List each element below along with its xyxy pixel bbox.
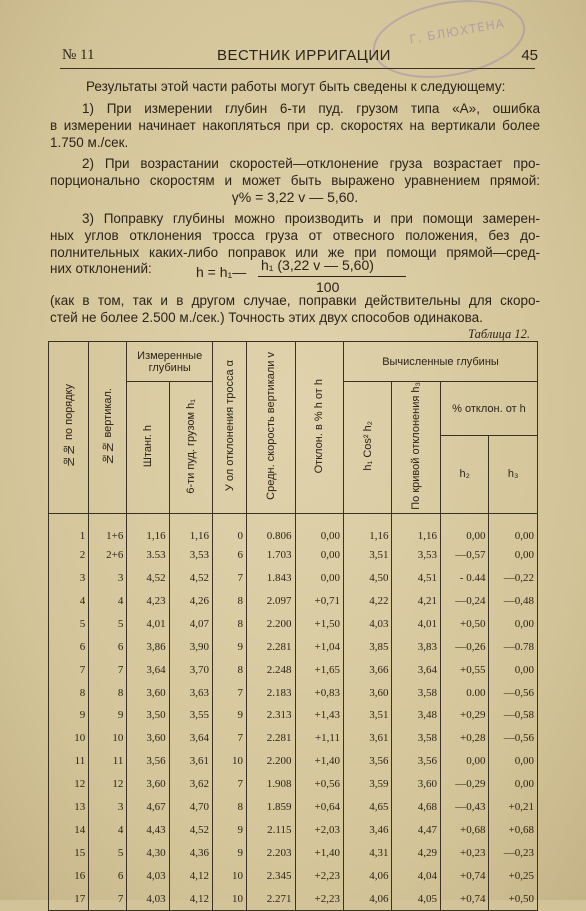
table-cell: +2,23 xyxy=(295,887,343,910)
table-cell: 7 xyxy=(89,887,127,910)
table-cell: 4,01 xyxy=(392,612,440,635)
table-cell: 4,12 xyxy=(169,864,212,887)
table-row xyxy=(49,864,538,887)
table-cell: —0,48 xyxy=(489,590,538,613)
table-cell: —0,23 xyxy=(489,841,538,864)
table-cell: 13 xyxy=(49,796,89,819)
table-cell: 1,16 xyxy=(127,513,169,544)
table-cell: +1,11 xyxy=(295,727,343,750)
table-row xyxy=(49,704,538,727)
col-header-velocity: Средн. скорость вертикали v xyxy=(247,342,295,514)
table-cell: +0,64 xyxy=(295,796,343,819)
table-cell: 4,52 xyxy=(127,567,169,590)
table-cell: 15 xyxy=(49,841,89,864)
col-header-order: №№ по порядку xyxy=(49,342,89,514)
table-cell: 6 xyxy=(89,635,127,658)
table-cell: 1 xyxy=(49,513,89,544)
table-row xyxy=(49,612,538,635)
table-row xyxy=(49,796,538,819)
table-cell: 0,00 xyxy=(440,750,488,773)
table-cell: +0,50 xyxy=(440,612,488,635)
table-cell: 0,00 xyxy=(295,544,343,567)
table-cell: —0,24 xyxy=(440,590,488,613)
table-row xyxy=(49,681,538,704)
table-cell: 12 xyxy=(89,773,127,796)
table-cell: 3 xyxy=(89,567,127,590)
table-row xyxy=(49,887,538,910)
table-cell: 17 xyxy=(49,887,89,910)
table-cell: —0,57 xyxy=(440,544,488,567)
table-cell: 2.271 xyxy=(247,887,295,910)
table-cell: 0.806 xyxy=(247,513,295,544)
table-row xyxy=(49,567,538,590)
table-cell: 2.115 xyxy=(247,818,295,841)
table-cell: 3,60 xyxy=(127,727,169,750)
table-cell: 10 xyxy=(213,750,247,773)
table-caption: Таблица 12. xyxy=(468,327,530,341)
equation-line: γ% = 3,22 v — 5,60. xyxy=(231,189,359,205)
table-row xyxy=(49,635,538,658)
table-cell: 0,00 xyxy=(295,513,343,544)
paragraph-3-line4: них отклонений: xyxy=(50,261,152,276)
table-cell: +1,40 xyxy=(295,841,343,864)
paragraph-4-line2: стей не более 2.500 м./сек.) Точность этих двух способов одинакова. xyxy=(50,310,483,325)
table-cell: 1,16 xyxy=(392,513,440,544)
table-cell: 5 xyxy=(89,612,127,635)
stamp-text: Г. БЛЮХТЕНА xyxy=(408,16,506,47)
table-cell: 3,64 xyxy=(127,658,169,681)
journal-title: ВЕСТНИК ИРРИГАЦИИ xyxy=(217,47,391,64)
table-cell: 3,70 xyxy=(169,658,212,681)
paragraph-2-line2: порционально скоростям и может быть выражено уравнением прямой: xyxy=(50,173,540,188)
col-group-computed: Вычисленные глубины xyxy=(344,342,538,382)
table-cell: 0,00 xyxy=(440,513,488,544)
table-cell: 3,56 xyxy=(344,750,392,773)
table-cell: 10 xyxy=(213,864,247,887)
table-cell: 12 xyxy=(49,773,89,796)
table-cell: 4,03 xyxy=(127,864,169,887)
issue-number: № 11 xyxy=(62,47,95,63)
table-row xyxy=(49,750,538,773)
table-cell: 9 xyxy=(213,818,247,841)
table-cell: +1,43 xyxy=(295,704,343,727)
table-cell: +0,55 xyxy=(440,658,488,681)
table-cell: +0,68 xyxy=(489,818,538,841)
table-cell: 3,60 xyxy=(392,773,440,796)
col-header-h2: h₁ Cos² h₂ xyxy=(344,382,392,514)
table-cell: 4 xyxy=(89,818,127,841)
table-cell: 1.843 xyxy=(247,567,295,590)
table-cell: 10 xyxy=(89,727,127,750)
table-cell: 11 xyxy=(89,750,127,773)
table-cell: 4,52 xyxy=(169,818,212,841)
table-cell: +1,65 xyxy=(295,658,343,681)
table-row xyxy=(49,818,538,841)
table-cell: 1.703 xyxy=(247,544,295,567)
col-group-pct: % отклон. от h xyxy=(440,382,537,436)
table-cell: 0,00 xyxy=(489,750,538,773)
table-cell: +2,23 xyxy=(295,864,343,887)
table-cell: 4,52 xyxy=(169,567,212,590)
table-cell: 3,64 xyxy=(169,727,212,750)
table-cell: 4,30 xyxy=(127,841,169,864)
table-cell: —0,56 xyxy=(489,681,538,704)
table-cell: 3,56 xyxy=(392,750,440,773)
table-cell: 4,65 xyxy=(344,796,392,819)
paragraph-1-line2: в измерении начинает накопляться при ср. скоростях на вертикали более xyxy=(50,118,540,133)
formula-numerator: h₁ (3,22 v — 5,60) xyxy=(261,257,374,273)
table-cell: 10 xyxy=(213,887,247,910)
table-row xyxy=(49,544,538,567)
table-cell: 3,85 xyxy=(344,635,392,658)
table-cell: +0,56 xyxy=(295,773,343,796)
col-header-vertical: №№ вертикал. xyxy=(89,342,127,514)
table-cell: 4,43 xyxy=(127,818,169,841)
table-cell: 4,36 xyxy=(169,841,212,864)
table-cell: 2.200 xyxy=(247,612,295,635)
table-cell: +1,50 xyxy=(295,612,343,635)
table-cell: 4,26 xyxy=(169,590,212,613)
table-cell: 3,56 xyxy=(127,750,169,773)
table-cell: 3,60 xyxy=(127,773,169,796)
table-cell: 3,63 xyxy=(169,681,212,704)
paragraph-3-line3: полнительных каких-либо поправок или же при помощи прямой—сред- xyxy=(50,245,540,260)
table-cell: 0,00 xyxy=(489,544,538,567)
table-cell: +0,71 xyxy=(295,590,343,613)
table-cell: 3,60 xyxy=(127,681,169,704)
table-cell: 9 xyxy=(213,704,247,727)
table-cell: 4,31 xyxy=(344,841,392,864)
table-cell: 6 xyxy=(213,544,247,567)
table-cell: 16 xyxy=(49,864,89,887)
table-cell: 8 xyxy=(213,612,247,635)
table-cell: 4,03 xyxy=(127,887,169,910)
table-cell: —0,58 xyxy=(489,704,538,727)
table-cell: 1+6 xyxy=(89,513,127,544)
table-cell: 3,61 xyxy=(344,727,392,750)
paragraph-4-line1: (как в том, так и в другом случае, поправки действительны для скоро- xyxy=(50,293,540,308)
paragraph-1-line1: 1) При измерении глубин 6-ти пуд. грузом типа «А», ошибка xyxy=(82,101,540,116)
table-row xyxy=(49,841,538,864)
table-cell: 4 xyxy=(89,590,127,613)
table-cell: 2.248 xyxy=(247,658,295,681)
table-cell: 2.203 xyxy=(247,841,295,864)
paragraph-2-line1: 2) При возрастании скоростей—отклонение груза возрастает про- xyxy=(82,156,540,171)
table-cell: 11 xyxy=(49,750,89,773)
table-cell: 3,83 xyxy=(392,635,440,658)
col-header-rod: Штанг. h xyxy=(127,382,169,514)
table-cell: 4,12 xyxy=(169,887,212,910)
table-cell: 1,16 xyxy=(344,513,392,544)
table-cell: 7 xyxy=(213,567,247,590)
table-cell: - 0.44 xyxy=(440,567,488,590)
table-row xyxy=(49,513,538,544)
table-cell: +0,21 xyxy=(489,796,538,819)
table-cell: 3,55 xyxy=(169,704,212,727)
table-cell: 3,90 xyxy=(169,635,212,658)
table-cell: 3,66 xyxy=(344,658,392,681)
library-stamp xyxy=(367,0,532,89)
depth-table xyxy=(48,341,538,911)
table-cell: 4 xyxy=(49,590,89,613)
table-cell: 2.345 xyxy=(247,864,295,887)
table-cell: 9 xyxy=(89,704,127,727)
table-cell: +0,50 xyxy=(489,887,538,910)
table-cell: 14 xyxy=(49,818,89,841)
table-cell: +0,74 xyxy=(440,864,488,887)
table-cell: 7 xyxy=(213,773,247,796)
table-cell: +2,03 xyxy=(295,818,343,841)
table-cell: 4,21 xyxy=(392,590,440,613)
table-cell: 9 xyxy=(213,635,247,658)
table-cell: 3,51 xyxy=(344,704,392,727)
col-header-weight: 6-ти пуд. грузом h₁ xyxy=(169,382,212,514)
table-cell: 7 xyxy=(49,658,89,681)
table-cell: 1.859 xyxy=(247,796,295,819)
table-cell: +0,29 xyxy=(440,704,488,727)
table-cell: 3,53 xyxy=(392,544,440,567)
table-cell: 3,59 xyxy=(344,773,392,796)
table-cell: 1.908 xyxy=(247,773,295,796)
table-cell: 2.183 xyxy=(247,681,295,704)
table-cell: 4,04 xyxy=(392,864,440,887)
table-cell: 4,03 xyxy=(344,612,392,635)
table-cell: +1,04 xyxy=(295,635,343,658)
table-cell: 5 xyxy=(89,841,127,864)
table-cell: +0,68 xyxy=(440,818,488,841)
table-cell: 4,22 xyxy=(344,590,392,613)
table-cell: 2+6 xyxy=(89,544,127,567)
formula-denominator: 100 xyxy=(316,279,340,295)
depth-formula xyxy=(196,257,416,297)
table-cell: 9 xyxy=(213,841,247,864)
running-header xyxy=(62,47,538,67)
table-cell: 1,16 xyxy=(169,513,212,544)
header-rule xyxy=(60,68,535,69)
table-cell: +0,83 xyxy=(295,681,343,704)
table-cell: 2.313 xyxy=(247,704,295,727)
table-cell: 5 xyxy=(49,612,89,635)
paragraph-1-line3: 1.750 м./сек. xyxy=(50,135,129,150)
table-cell: 0 xyxy=(213,513,247,544)
table-body xyxy=(49,513,538,910)
table-cell: 4,47 xyxy=(392,818,440,841)
table-cell: 0,00 xyxy=(489,612,538,635)
table-cell: 6 xyxy=(49,635,89,658)
table-cell: 3,61 xyxy=(169,750,212,773)
table-cell: 4,07 xyxy=(169,612,212,635)
table-cell: —0,26 xyxy=(440,635,488,658)
table-cell: 0,00 xyxy=(489,513,538,544)
table-cell: 3,53 xyxy=(169,544,212,567)
table-cell: 2.200 xyxy=(247,750,295,773)
paragraph-3-line1: 3) Поправку глубины можно производить и при помощи замерен- xyxy=(82,211,540,226)
paragraph-intro: Результаты этой части работы могут быть сведены к следующему: xyxy=(86,79,506,94)
table-cell: 3 xyxy=(89,796,127,819)
table-cell: 4,68 xyxy=(392,796,440,819)
col-header-h3: По кривой отклонения h₃ xyxy=(392,382,440,514)
col-header-pct-h2: h₂ xyxy=(440,436,488,514)
table-cell: 3 xyxy=(49,567,89,590)
table-cell: —0.78 xyxy=(489,635,538,658)
table-cell: +0,28 xyxy=(440,727,488,750)
table-cell: 4,06 xyxy=(344,887,392,910)
table-cell: 3,51 xyxy=(344,544,392,567)
page-number: 45 xyxy=(521,47,538,64)
table-cell: —0,29 xyxy=(440,773,488,796)
table-cell: 10 xyxy=(49,727,89,750)
formula-lhs: h = h₁— xyxy=(196,264,247,280)
table-cell: +1,40 xyxy=(295,750,343,773)
table-row xyxy=(49,727,538,750)
table-cell: 4,67 xyxy=(127,796,169,819)
table-cell: 4,23 xyxy=(127,590,169,613)
table-cell: —0,43 xyxy=(440,796,488,819)
table-cell: 2.097 xyxy=(247,590,295,613)
table-cell: 3,48 xyxy=(392,704,440,727)
table-cell: 2.281 xyxy=(247,635,295,658)
table-cell: 4,50 xyxy=(344,567,392,590)
table-cell: 0,00 xyxy=(489,658,538,681)
table-cell: 8 xyxy=(213,658,247,681)
col-group-measured: Измеренные глубины xyxy=(127,342,213,382)
table-cell: 3,46 xyxy=(344,818,392,841)
table-row xyxy=(49,590,538,613)
table-cell: 9 xyxy=(49,704,89,727)
table-cell: 7 xyxy=(213,727,247,750)
col-header-deviation: Отклон. в % h от h xyxy=(295,342,343,514)
table-cell: 3,60 xyxy=(344,681,392,704)
table-cell: 3,86 xyxy=(127,635,169,658)
table-cell: —0,56 xyxy=(489,727,538,750)
table-cell: 4,51 xyxy=(392,567,440,590)
table-cell: —0,22 xyxy=(489,567,538,590)
table-cell: 2.281 xyxy=(247,727,295,750)
table-cell: +0,25 xyxy=(489,864,538,887)
table-row xyxy=(49,773,538,796)
table-cell: 3,58 xyxy=(392,681,440,704)
table-cell: 4,70 xyxy=(169,796,212,819)
table-cell: 8 xyxy=(213,590,247,613)
table-cell: 6 xyxy=(89,864,127,887)
col-header-angle: У ол отклонения тросса α xyxy=(213,342,247,514)
table-cell: 3,64 xyxy=(392,658,440,681)
table-cell: 0.00 xyxy=(440,681,488,704)
table-cell: 8 xyxy=(89,681,127,704)
table-cell: 3.53 xyxy=(127,544,169,567)
table-cell: 4,29 xyxy=(392,841,440,864)
fraction-bar xyxy=(258,276,406,277)
table-cell: 4,06 xyxy=(344,864,392,887)
table-cell: 0,00 xyxy=(295,567,343,590)
col-header-pct-h3: h₃ xyxy=(489,436,538,514)
table-cell: 8 xyxy=(49,681,89,704)
table-cell: 4,05 xyxy=(392,887,440,910)
table-cell: 7 xyxy=(89,658,127,681)
table-row xyxy=(49,658,538,681)
table-cell: +0,74 xyxy=(440,887,488,910)
table-cell: +0,23 xyxy=(440,841,488,864)
table-cell: 7 xyxy=(213,681,247,704)
table-cell: 3,50 xyxy=(127,704,169,727)
table-cell: 4,01 xyxy=(127,612,169,635)
table-cell: 0,00 xyxy=(489,773,538,796)
table-cell: 3,58 xyxy=(392,727,440,750)
paragraph-3-line2: ных углов отклонения тросса груза от отвесного положения, без до- xyxy=(50,228,540,243)
table-cell: 2 xyxy=(49,544,89,567)
table-cell: 8 xyxy=(213,796,247,819)
table-cell: 3,62 xyxy=(169,773,212,796)
